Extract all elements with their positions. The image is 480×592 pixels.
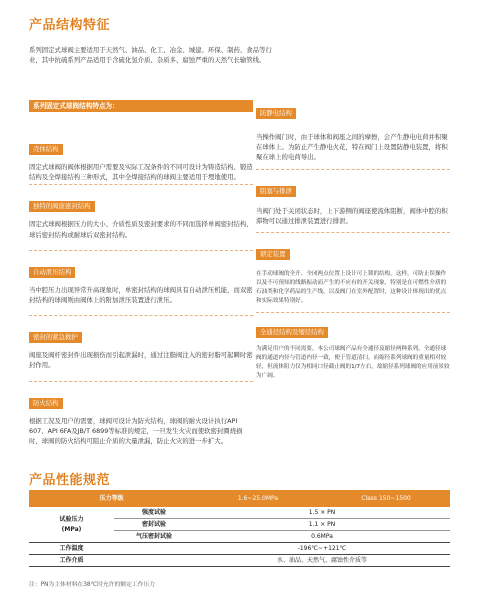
feature-block bbox=[256, 319, 450, 381]
feature-title: 独特的阀座密封结构 bbox=[29, 201, 95, 212]
feature-block bbox=[29, 390, 253, 447]
feature-title: 壳体结构 bbox=[29, 144, 63, 155]
feature-text: 当阀门处于关闭状态时，上下游侧的阀座使流体阻断，阀体中腔的积滞物可以通过排泄装置进行排泄。 bbox=[256, 206, 448, 225]
table-cell: 强度试验 bbox=[114, 507, 194, 519]
feature-text: 阀座及阀杆密封件出现损伤而引起泄漏时，通过注脂阀注入的密封脂可起瞬时密封作用。 bbox=[29, 351, 253, 370]
feature-title: 锁定装置 bbox=[256, 249, 290, 260]
divider bbox=[256, 232, 450, 233]
right-column bbox=[256, 100, 450, 381]
table-cell: 气压密封试验 bbox=[114, 531, 194, 543]
table-cell: -196℃~+121℃ bbox=[194, 543, 450, 555]
feature-title: 防静电结构 bbox=[256, 108, 296, 119]
divider bbox=[256, 312, 450, 313]
table-cell: 0.6MPa bbox=[194, 531, 450, 543]
test-pressure-label-line1: 试验压力 bbox=[59, 515, 84, 523]
divider bbox=[256, 169, 450, 170]
table-cell: 水、油品、天然气、腐蚀性介质等 bbox=[194, 555, 450, 567]
feature-text: 固定式球阀根据压力的大小、介质性质及密封要求的不同而选择单阀密封结构、球后密封结构或耐球后双密封结构。 bbox=[29, 220, 253, 239]
table-row bbox=[29, 543, 450, 555]
table-row bbox=[29, 555, 450, 567]
feature-title: 全通径结构及缩径结构 bbox=[256, 327, 328, 338]
feature-text: 为满足用户的不同需要，本公司球阀产品有全通径及缩径两种系列。全通径球阀的通道内径与管道内径一致，便于管道清扫。而缩径系列球阀的重量相对较轻，但流体阻力仅为相同口径截止阀的1/7左右，故缩径系列球阀的应用前景较为广阔。 bbox=[256, 346, 450, 380]
performance-table bbox=[29, 490, 450, 567]
table-cell: 1.5 × PN bbox=[194, 507, 450, 519]
section-title-structure: 产品结构特征 bbox=[29, 18, 111, 33]
feature-block bbox=[256, 241, 450, 306]
table-cell: 密封试验 bbox=[114, 519, 194, 531]
left-column-header: 系列固定式球阀结构特点为： bbox=[29, 100, 253, 112]
table-cell: 工作温度 bbox=[29, 543, 114, 555]
feature-text: 当操作阀门时，由于球体和阀座之间的摩擦，会产生静电电荷并积聚在球体上。为防止产生静电火花，特在阀门上设置防静电装置，将积聚在球上的电荷导出。 bbox=[256, 133, 448, 162]
feature-title: 密封的紧急救护 bbox=[29, 332, 82, 343]
section-title-performance: 产品性能规范 bbox=[29, 473, 111, 488]
table-cell: 1.1 × PN bbox=[194, 519, 450, 531]
feature-block bbox=[29, 193, 253, 239]
feature-title: 自动泄压结构 bbox=[29, 267, 75, 278]
feature-title: 阻塞与排泄 bbox=[256, 186, 296, 197]
feature-text: 根据工况及用户的需要，球阀可设计为防火结构，球阀的耐火设计执行API 607、API 6FA及JB/T 6899等标准的规定，一旦发生火灾而使软密封圈烧损时，球阀的防火结构可阻止介质的大量泄漏，防止火灾的进一步扩大。 bbox=[29, 416, 243, 446]
feature-text: 固定式球阀的阀体根据用户需要及实际工况条件的不同可设计为铸造结构、锻造结构及全焊接结构三种形式，其中全焊接结构的球阀主要适用于埋地使用。 bbox=[29, 163, 253, 182]
feature-text: 当中腔压力出现异常升高现象时，单密封结构的球阀具有自动泄压机能，而双密封结构的球阀则由阀体上的附加泄压装置进行泄压。 bbox=[29, 285, 253, 305]
table-footnote: 注：PN为主体材料在38℃时允许的额定工作压力 bbox=[29, 582, 156, 588]
table-header: 1.6~25.0MPa bbox=[194, 490, 322, 507]
feature-block bbox=[256, 100, 450, 163]
divider bbox=[29, 250, 253, 251]
test-pressure-label bbox=[29, 507, 114, 543]
table-row bbox=[29, 507, 450, 519]
feature-title: 防火结构 bbox=[29, 398, 63, 409]
divider bbox=[29, 184, 253, 185]
feature-block bbox=[29, 324, 253, 370]
table-cell: 工作介质 bbox=[29, 555, 114, 567]
divider bbox=[29, 315, 253, 316]
table-header: 压力等级 bbox=[29, 490, 194, 507]
feature-text: 在手动球阀的全开、全闭两点位置上设计可上锁的结构。这样，可防止误操作以及不可预知的线路振动而产生的不应有的开关现象，特别是在可燃性介质的石油类和化学药品的生产线，以及阀门在室外配置时，这种设计体现出的优点和实际效果特别好。 bbox=[256, 271, 447, 305]
left-column bbox=[29, 100, 253, 446]
feature-block bbox=[29, 259, 253, 305]
divider bbox=[29, 381, 253, 382]
table-header-row bbox=[29, 490, 450, 507]
intro-paragraph: 系列固定式球阀主要适用于天然气、油品、化工、冶金、城建、环保、制药、食品等行业，其中抗硫系列产品适用于含硫化氢介质、杂质多、腐蚀严重的天然气长输管线。 bbox=[29, 46, 272, 65]
feature-block bbox=[29, 136, 253, 182]
test-pressure-label-line2: (MPa) bbox=[61, 525, 82, 533]
feature-block bbox=[256, 178, 450, 226]
table-header: Class 150~1500 bbox=[322, 490, 450, 507]
